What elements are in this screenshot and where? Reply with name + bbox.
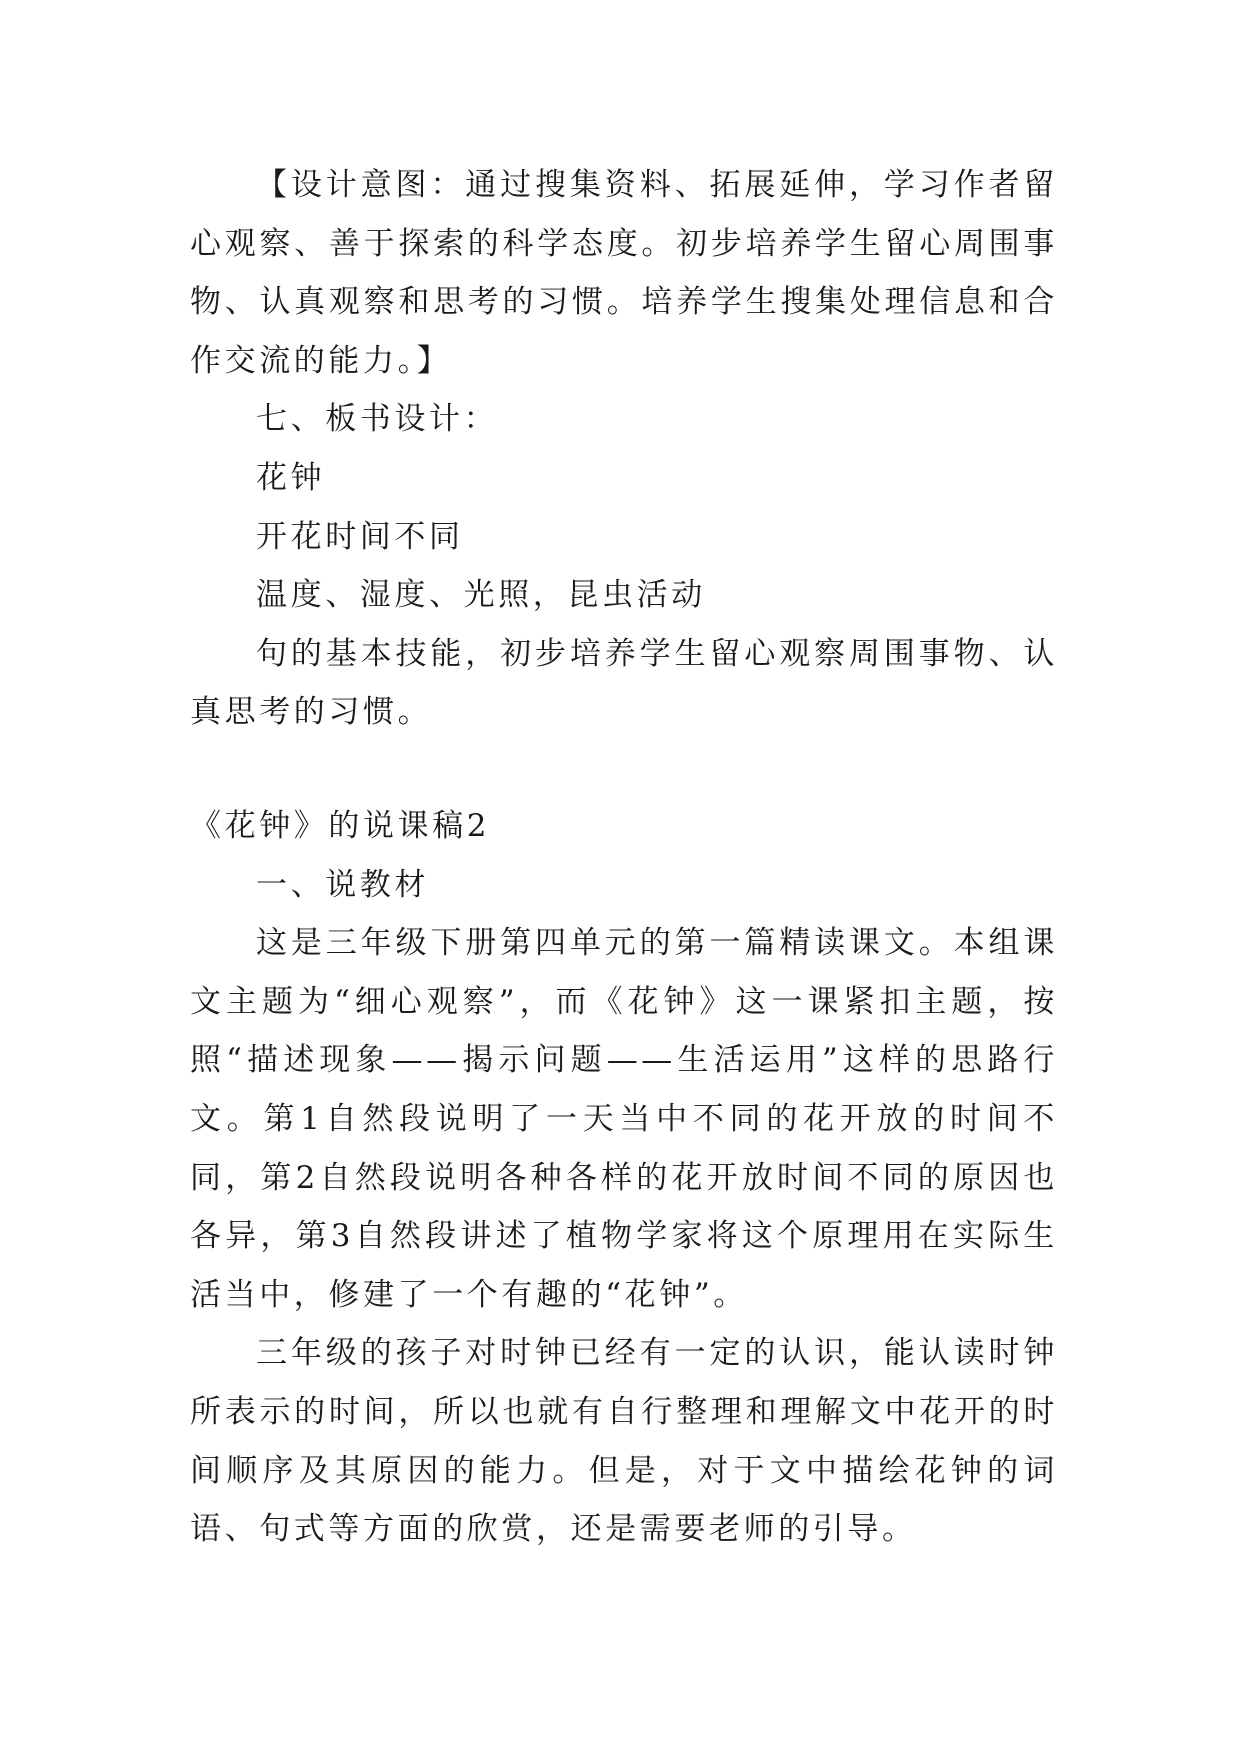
section-heading: 《花钟》的说课稿2 [190, 808, 491, 844]
board-line-factors: 温度、湿度、光照，昆虫活动 [256, 577, 706, 614]
board-line-time: 开花时间不同 [256, 518, 464, 555]
design-intent-paragraph: 【设计意图：通过搜集资料、拓展延伸，学习作者留心观察、善于探索的科学态度。初步培养学生留心周围事物、认真观察和思考的习惯。培养学生搜集处理信息和合作交流的能力。】 [190, 167, 1058, 379]
student-analysis-paragraph: 三年级的孩子对时钟已经有一定的认识，能认读时钟所表示的时间，所以也就有自行整理和理解文中花开的时间顺序及其原因的能力。但是，对于文中描绘花钟的词语、句式等方面的欣赏，还是需要老师的引导。 [190, 1335, 1058, 1548]
textbook-paragraph: 这是三年级下册第四单元的第一篇精读课文。本组课文主题为“细心观察”，而《花钟》这一课紧扣主题，按照“描述现象——揭示问题——生活运用”这样的思路行文。第1自然段说明了一天当中不同的花开放的时间不同，第2自然段说明各种各样的花开放时间不同的原因也各异，第3自然段讲述了植物学家将这个原理用在实际生活当中，修建了一个有趣的“花钟”。 [190, 925, 1058, 1313]
subheading-textbook: 一、说教材 [256, 866, 429, 903]
section-lecture-draft-2 [190, 797, 1058, 1559]
section-lesson-end [190, 156, 1058, 742]
closing-paragraph: 句的基本技能，初步培养学生留心观察周围事物、认真思考的习惯。 [190, 635, 1058, 731]
board-line-title: 花钟 [256, 459, 326, 496]
board-design-title: 七、板书设计： [256, 401, 499, 438]
